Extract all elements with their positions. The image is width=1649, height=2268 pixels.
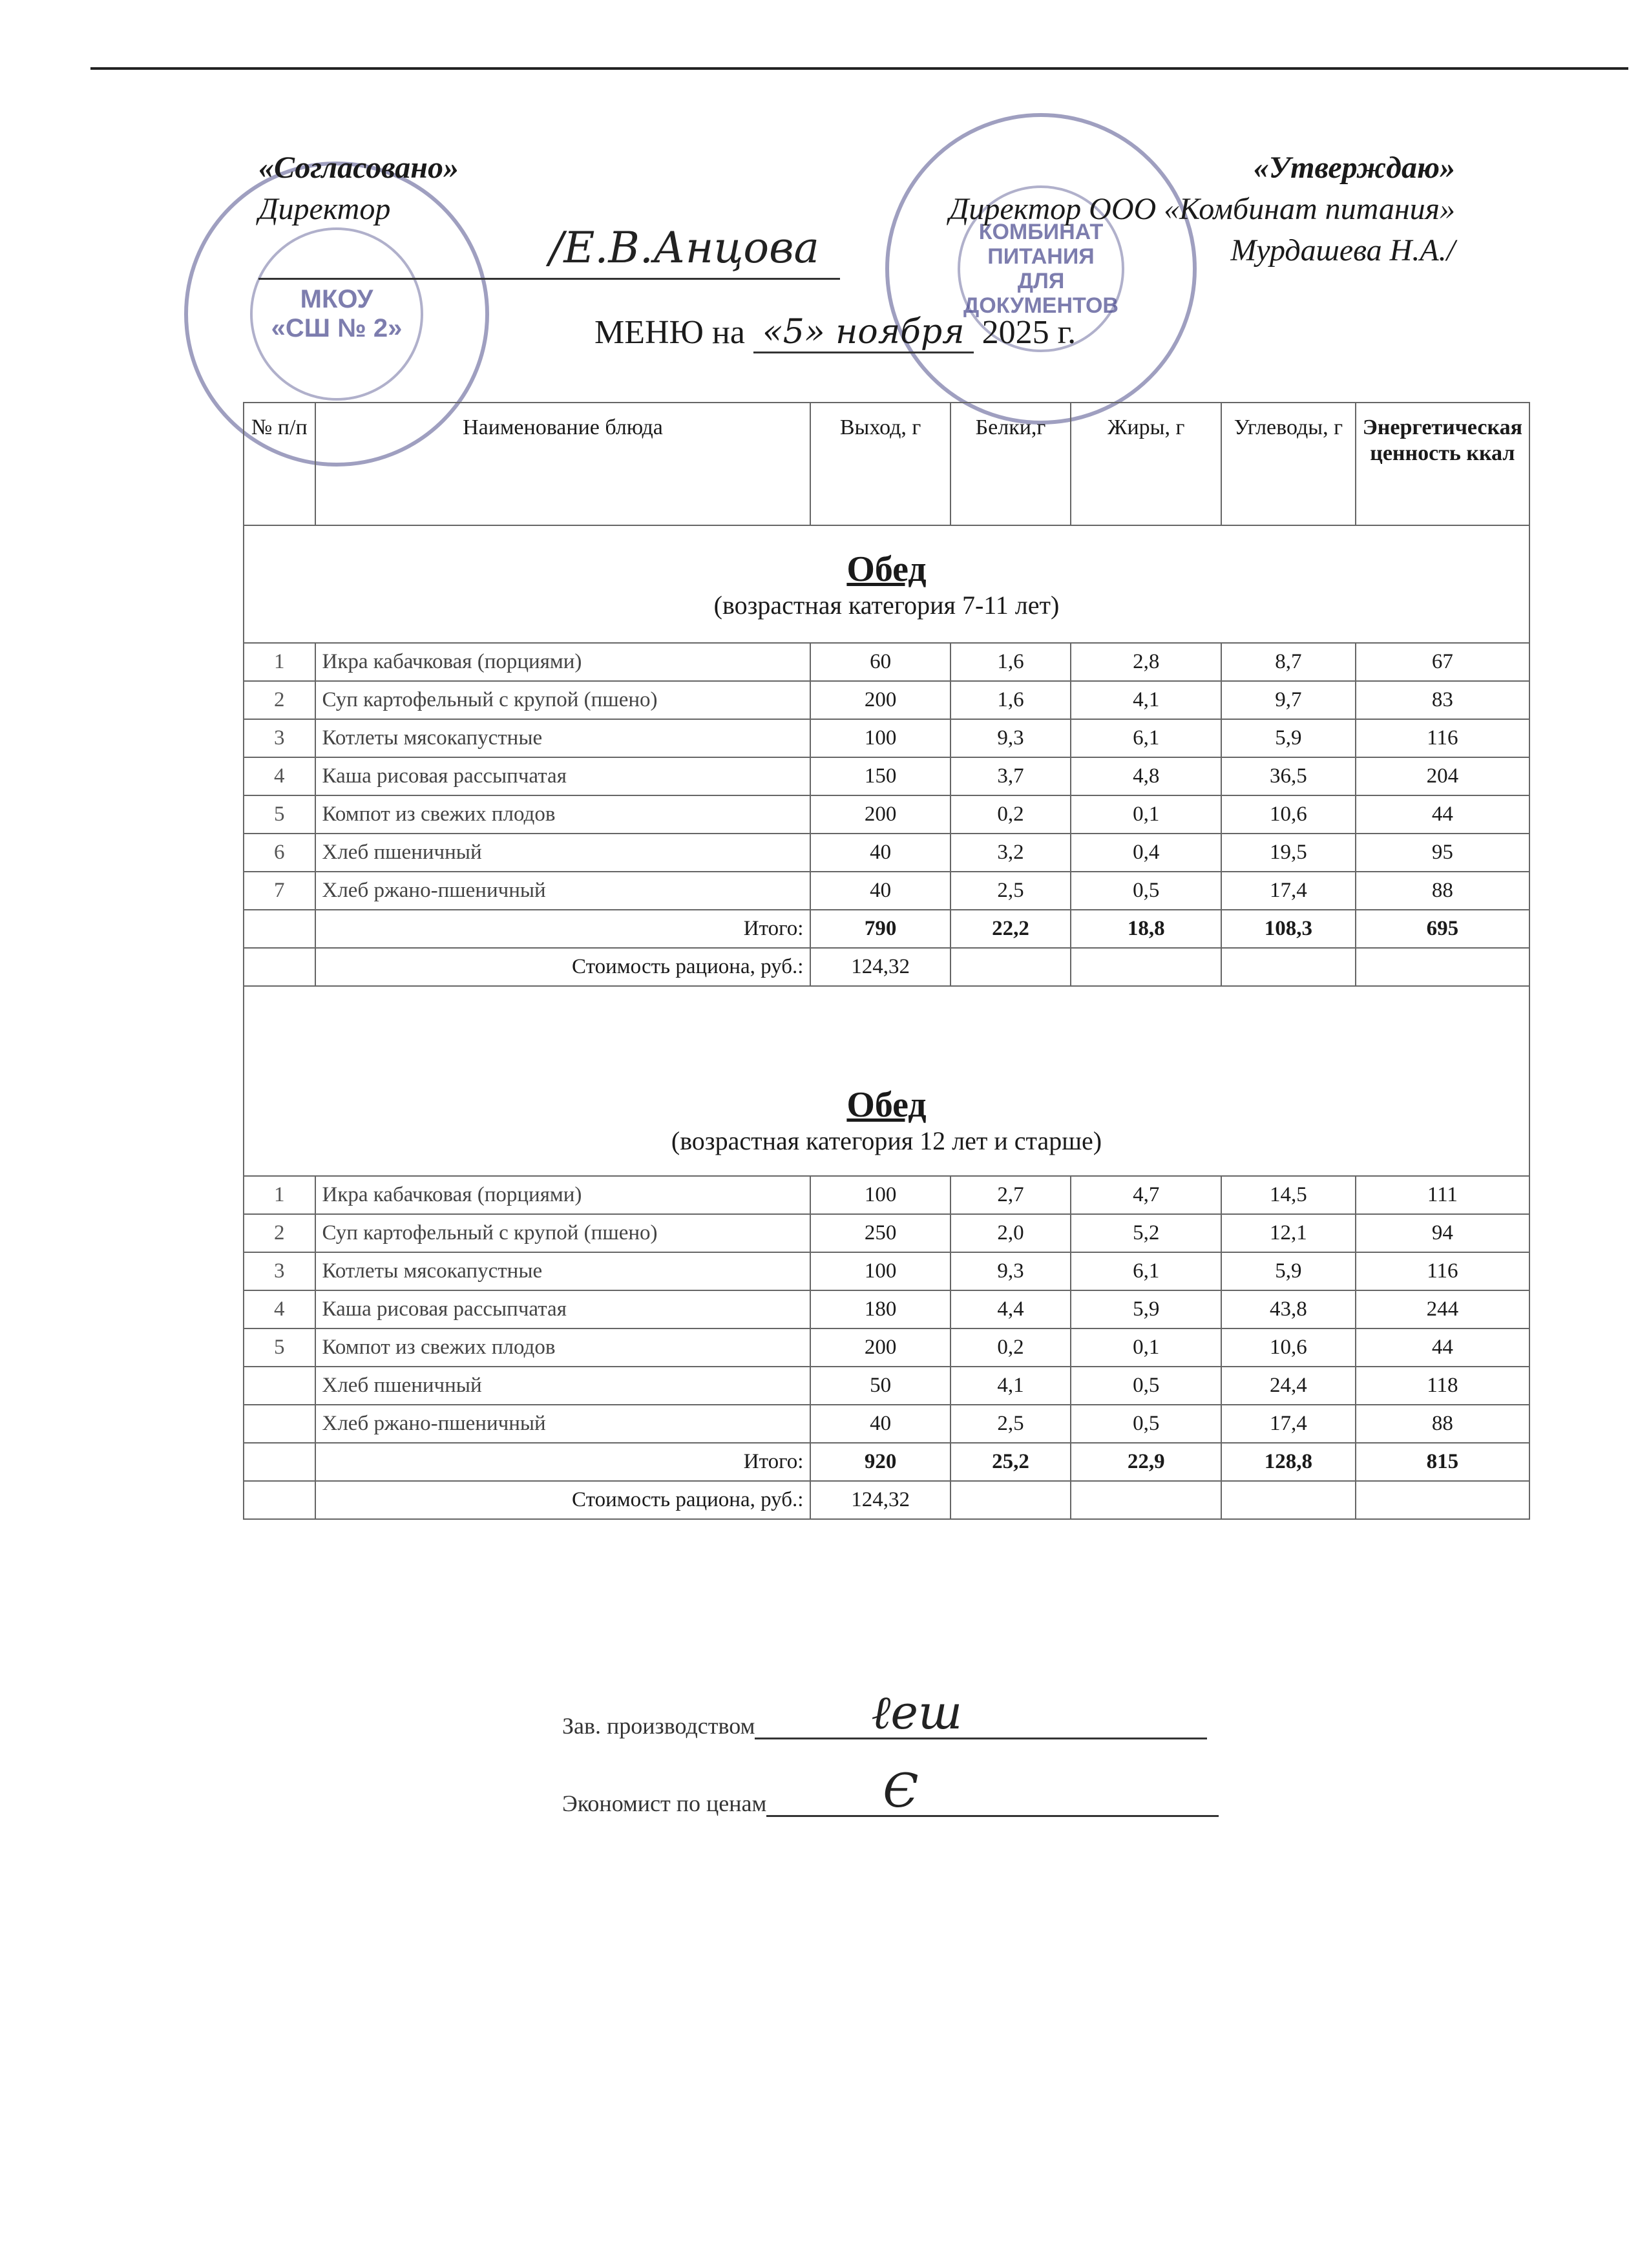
dish-number: 4 [244,1290,315,1328]
section-title: Обед [846,1085,927,1125]
dish-name: Каша рисовая рассыпчатая [315,757,811,795]
cost-label: Стоимость рациона, руб.: [315,948,811,986]
dish-protein: 2,5 [951,1405,1071,1443]
total-protein: 22,2 [951,910,1071,948]
dish-name: Икра кабачковая (порциями) [315,643,811,681]
dish-yield: 40 [810,872,950,910]
dish-name: Каша рисовая рассыпчатая [315,1290,811,1328]
total-energy: 695 [1356,910,1529,948]
dish-yield: 50 [810,1367,950,1405]
dish-carbs: 19,5 [1221,834,1356,872]
dish-protein: 2,7 [951,1176,1071,1214]
dish-number [244,1367,315,1405]
dish-carbs: 36,5 [1221,757,1356,795]
dish-carbs: 5,9 [1221,719,1356,757]
menu-year: 2025 г. [982,314,1077,351]
total-label: Итого: [315,1443,811,1481]
dish-number: 6 [244,834,315,872]
dish-yield: 200 [810,1328,950,1367]
dish-carbs: 14,5 [1221,1176,1356,1214]
section-header [244,986,1529,1176]
top-rule [90,67,1628,70]
total-carbs: 128,8 [1221,1443,1356,1481]
cost-label: Стоимость рациона, руб.: [315,1481,811,1519]
dish-protein: 1,6 [951,681,1071,719]
total-energy: 815 [1356,1443,1529,1481]
dish-energy: 94 [1356,1214,1529,1252]
dish-carbs: 5,9 [1221,1252,1356,1290]
agreed-block [258,147,459,230]
cost-value: 124,32 [810,1481,950,1519]
table-row [244,1405,1529,1443]
dish-yield: 200 [810,681,950,719]
dish-yield: 100 [810,719,950,757]
col-protein: Белки,г [951,403,1071,525]
cost-row [244,948,1529,986]
table-row [244,1176,1529,1214]
dish-number [244,1405,315,1443]
agreed-signature: /Е.В.Анцова [549,223,819,273]
dish-yield: 150 [810,757,950,795]
dish-energy: 67 [1356,643,1529,681]
dish-name: Компот из свежих плодов [315,1328,811,1367]
col-carbs: Углеводы, г [1221,403,1356,525]
dish-protein: 4,1 [951,1367,1071,1405]
menu-title [594,313,1076,352]
table-row [244,1214,1529,1252]
total-fat: 22,9 [1071,1443,1221,1481]
dish-number: 3 [244,719,315,757]
col-energy: Энергетическая ценность ккал [1356,403,1529,525]
dish-fat: 2,8 [1071,643,1221,681]
dish-fat: 4,8 [1071,757,1221,795]
dish-energy: 111 [1356,1176,1529,1214]
dish-carbs: 43,8 [1221,1290,1356,1328]
col-yield: Выход, г [810,403,950,525]
economist-signature-block [562,1763,1219,1818]
table-row [244,1252,1529,1290]
dish-fat: 4,1 [1071,681,1221,719]
dish-energy: 116 [1356,1252,1529,1290]
dish-protein: 1,6 [951,643,1071,681]
col-fat: Жиры, г [1071,403,1221,525]
total-label: Итого: [315,910,811,948]
production-label: Зав. производством [562,1713,755,1739]
dish-yield: 100 [810,1176,950,1214]
dish-protein: 2,0 [951,1214,1071,1252]
dish-carbs: 17,4 [1221,1405,1356,1443]
dish-protein: 9,3 [951,719,1071,757]
dish-name: Хлеб пшеничный [315,834,811,872]
seal-line-2: ПИТАНИЯ [987,244,1095,269]
table-row [244,795,1529,834]
production-signature: ℓеш [871,1685,963,1739]
dish-energy: 244 [1356,1290,1529,1328]
menu-month: ноября [835,313,965,352]
seal-line-4: ДОКУМЕНТОВ [963,293,1119,318]
dish-yield: 180 [810,1290,950,1328]
dish-energy: 118 [1356,1367,1529,1405]
dish-fat: 0,1 [1071,795,1221,834]
dish-protein: 2,5 [951,872,1071,910]
agreed-title: «Согласовано» [258,151,459,185]
dish-carbs: 9,7 [1221,681,1356,719]
dish-fat: 5,9 [1071,1290,1221,1328]
dish-yield: 100 [810,1252,950,1290]
total-protein: 25,2 [951,1443,1071,1481]
dish-name: Хлеб пшеничный [315,1367,811,1405]
seal-line-2: «СШ № 2» [271,314,403,342]
dish-energy: 83 [1356,681,1529,719]
table-row [244,1367,1529,1405]
section-subtitle: (возрастная категория 12 лет и старше) [671,1126,1102,1155]
cost-value: 124,32 [810,948,950,986]
dish-yield: 250 [810,1214,950,1252]
seal-line-3: ДЛЯ [1017,269,1065,293]
dish-yield: 40 [810,1405,950,1443]
approve-name: Мурдашева Н.А./ [1230,233,1455,268]
dish-energy: 44 [1356,1328,1529,1367]
dish-carbs: 17,4 [1221,872,1356,910]
dish-yield: 200 [810,795,950,834]
dish-carbs: 8,7 [1221,643,1356,681]
dish-number: 3 [244,1252,315,1290]
dish-number: 5 [244,1328,315,1367]
dish-protein: 0,2 [951,795,1071,834]
table-row [244,643,1529,681]
table-header-row [244,403,1529,525]
approve-role: Директор ООО «Комбинат питания» [949,192,1455,226]
dish-fat: 6,1 [1071,1252,1221,1290]
dish-energy: 88 [1356,872,1529,910]
production-signature-line [755,1685,1207,1739]
dish-protein: 9,3 [951,1252,1071,1290]
table-row [244,757,1529,795]
dish-carbs: 10,6 [1221,795,1356,834]
dish-fat: 0,5 [1071,1405,1221,1443]
dish-fat: 0,1 [1071,1328,1221,1367]
dish-protein: 3,7 [951,757,1071,795]
total-yield: 790 [810,910,950,948]
dish-carbs: 10,6 [1221,1328,1356,1367]
total-fat: 18,8 [1071,910,1221,948]
dish-carbs: 12,1 [1221,1214,1356,1252]
dish-energy: 116 [1356,719,1529,757]
approve-block [949,147,1455,271]
dish-name: Котлеты мясокапустные [315,1252,811,1290]
dish-number: 4 [244,757,315,795]
dish-name: Хлеб ржано-пшеничный [315,872,811,910]
dish-number: 2 [244,1214,315,1252]
menu-table [243,402,1530,1520]
dish-number: 2 [244,681,315,719]
dish-name: Суп картофельный с крупой (пшено) [315,1214,811,1252]
dish-yield: 60 [810,643,950,681]
section-subtitle: (возрастная категория 7-11 лет) [713,590,1060,620]
approve-title: «Утверждаю» [1253,151,1455,185]
dish-number: 1 [244,643,315,681]
dish-protein: 0,2 [951,1328,1071,1367]
seal-line-1: КОМБИНАТ [978,220,1104,244]
total-yield: 920 [810,1443,950,1481]
dish-protein: 3,2 [951,834,1071,872]
dish-name: Суп картофельный с крупой (пшено) [315,681,811,719]
production-signature-block [562,1685,1207,1739]
table-row [244,872,1529,910]
cost-row [244,1481,1529,1519]
total-carbs: 108,3 [1221,910,1356,948]
dish-name: Икра кабачковая (порциями) [315,1176,811,1214]
dish-name: Хлеб ржано-пшеничный [315,1405,811,1443]
economist-signature: Є [883,1763,919,1818]
col-num: № п/п [244,403,315,525]
dish-fat: 0,4 [1071,834,1221,872]
section-title: Обед [846,549,927,589]
dish-energy: 204 [1356,757,1529,795]
dish-energy: 95 [1356,834,1529,872]
dish-yield: 40 [810,834,950,872]
total-row [244,910,1529,948]
total-row [244,1443,1529,1481]
dish-fat: 6,1 [1071,719,1221,757]
economist-label: Экономист по ценам [562,1790,767,1816]
dish-number: 7 [244,872,315,910]
dish-carbs: 24,4 [1221,1367,1356,1405]
col-name: Наименование блюда [315,403,811,525]
dish-protein: 4,4 [951,1290,1071,1328]
section-header [244,525,1529,643]
table-row [244,834,1529,872]
dish-fat: 5,2 [1071,1214,1221,1252]
table-row [244,1328,1529,1367]
table-row [244,1290,1529,1328]
menu-day: «5» [762,313,825,352]
dish-energy: 88 [1356,1405,1529,1443]
dish-fat: 4,7 [1071,1176,1221,1214]
menu-prefix: МЕНЮ на [594,314,745,351]
dish-number: 1 [244,1176,315,1214]
table-row [244,719,1529,757]
table-row [244,681,1529,719]
menu-date-handwritten [753,313,974,353]
dish-name: Компот из свежих плодов [315,795,811,834]
agreed-role: Директор [258,192,391,226]
dish-number: 5 [244,795,315,834]
economist-signature-line [766,1763,1219,1818]
dish-fat: 0,5 [1071,1367,1221,1405]
dish-name: Котлеты мясокапустные [315,719,811,757]
dish-fat: 0,5 [1071,872,1221,910]
dish-energy: 44 [1356,795,1529,834]
seal-line-1: МКОУ [300,285,373,313]
